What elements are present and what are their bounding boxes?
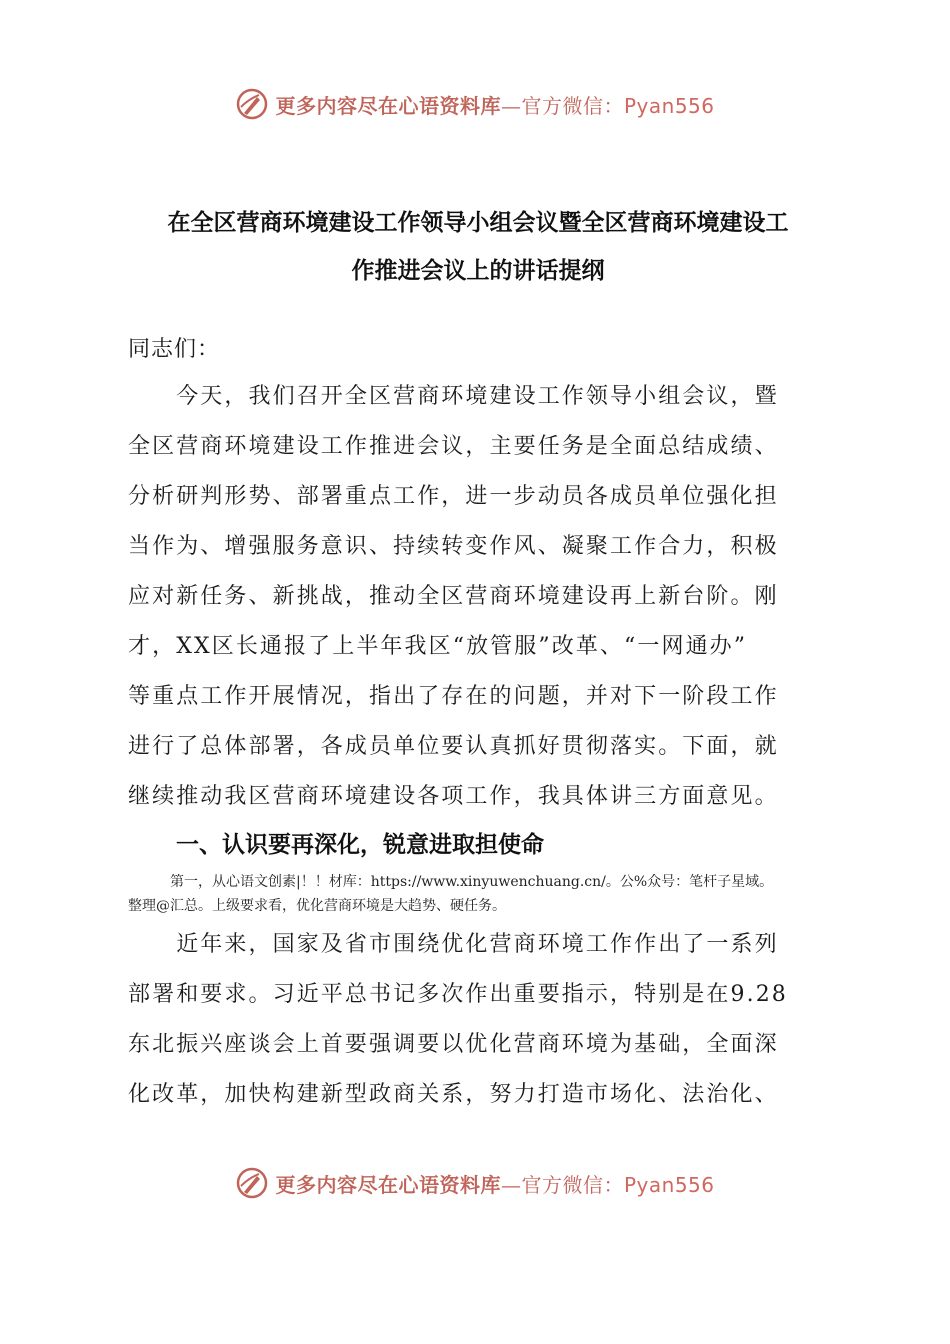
paragraph-1-line: 应对新任务、新挑战，推动全区营商环境建设再上新台阶。刚	[128, 584, 779, 609]
note-line: 整理@汇总。上级要求看，优化营商环境是大趋势、硬任务。	[128, 898, 506, 914]
paragraph-2-line: 东北振兴座谈会上首要强调要以优化营商环境为基础，全面深	[128, 1032, 779, 1057]
section-heading: 一、认识要再深化，锐意进取担使命	[176, 832, 544, 858]
pen-nib-logo-icon	[235, 87, 269, 121]
pen-nib-logo-icon	[235, 1166, 269, 1200]
top-banner	[0, 84, 950, 124]
banner-text: 更多内容尽在心语资料库—官方微信：Pyan556	[275, 1172, 715, 1197]
document-title-line-1: 在全区营商环境建设工作领导小组会议暨全区营商环境建设工	[167, 210, 789, 236]
paragraph-2-line: 部署和要求。习近平总书记多次作出重要指示，特别是在9.28	[128, 982, 788, 1007]
paragraph-1-line: 继续推动我区营商环境建设各项工作，我具体讲三方面意见。	[128, 784, 779, 809]
bottom-banner	[0, 1163, 950, 1203]
document-title-line-2: 作推进会议上的讲话提纲	[351, 258, 605, 284]
paragraph-2-line: 化改革，加快构建新型政商关系，努力打造市场化、法治化、	[128, 1082, 779, 1107]
banner-text: 更多内容尽在心语资料库—官方微信：Pyan556	[275, 93, 715, 118]
paragraph-1-line: 等重点工作开展情况，指出了存在的问题，并对下一阶段工作	[128, 684, 779, 709]
paragraph-2-line: 近年来，国家及省市围绕优化营商环境工作作出了一系列	[128, 932, 779, 957]
paragraph-1-line: 才，XX区长通报了上半年我区“放管服”改革、“一网通办”	[128, 634, 748, 659]
paragraph-1-line: 当作为、增强服务意识、持续转变作风、凝聚工作合力，积极	[128, 534, 779, 559]
paragraph-1-line: 进行了总体部署，各成员单位要认真抓好贯彻落实。下面，就	[128, 734, 779, 759]
note-line: 第一，从心语文创素|！！材库：https://www.xinyuwenchuang.cn/。公%众号：笔杆子星域。	[128, 874, 774, 890]
paragraph-1-line: 今天，我们召开全区营商环境建设工作领导小组会议，暨	[128, 384, 779, 409]
paragraph-1-line: 全区营商环境建设工作推进会议，主要任务是全面总结成绩、	[128, 434, 779, 459]
salutation: 同志们：	[128, 337, 221, 362]
paragraph-1-line: 分析研判形势、部署重点工作，进一步动员各成员单位强化担	[128, 484, 779, 509]
